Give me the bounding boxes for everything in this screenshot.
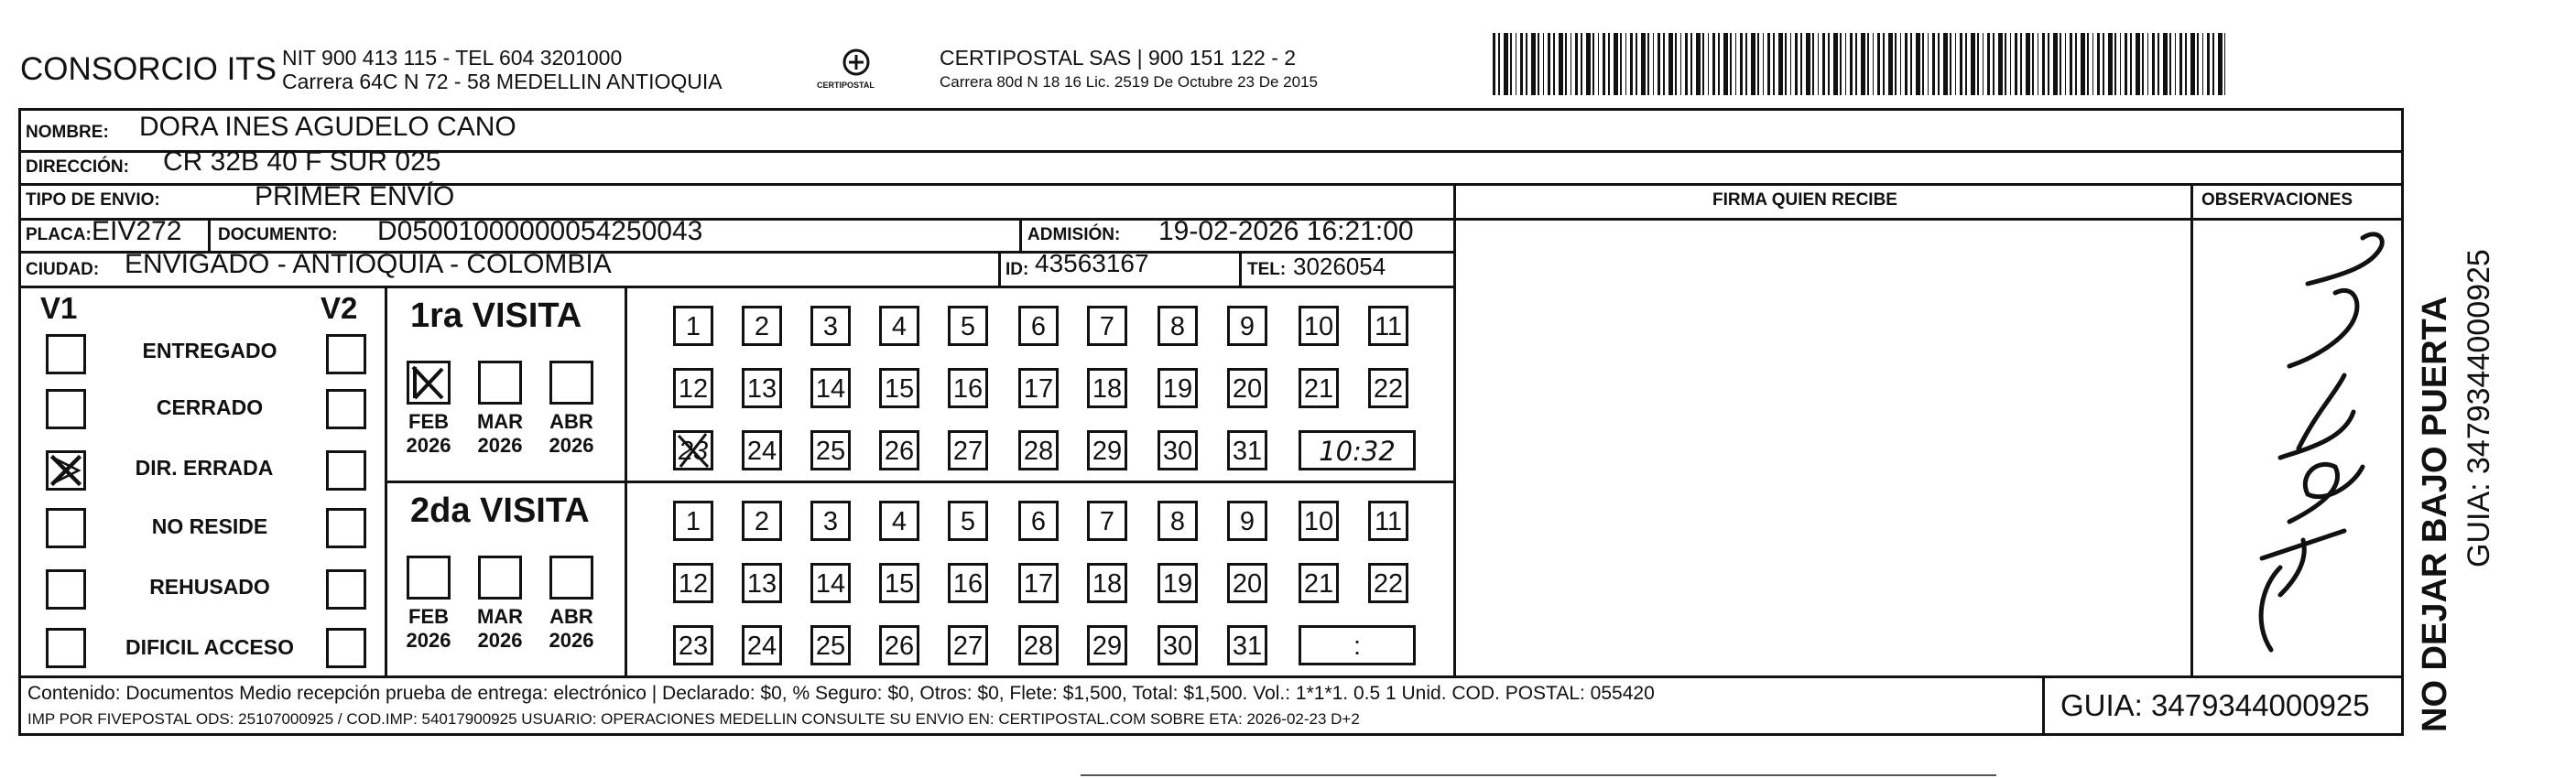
day-box[interactable]: 20 (1227, 563, 1267, 603)
v2-checkbox[interactable] (326, 334, 366, 374)
no-dejar-bajo-puerta: NO DEJAR BAJO PUERTA (2416, 296, 2454, 732)
day-box[interactable]: 26 (879, 625, 919, 665)
day-box[interactable]: 19 (1158, 563, 1198, 603)
id-value: 43563167 (1035, 249, 1149, 277)
direccion-label: DIRECCIÓN: (26, 157, 129, 177)
status-label: DIFICIL ACCESO (125, 635, 294, 659)
status-label: CERRADO (156, 395, 264, 419)
time-field[interactable]: 10:32 (1299, 430, 1416, 470)
company-name: CONSORCIO ITS (20, 51, 277, 87)
day-box[interactable]: 24 (742, 625, 782, 665)
day-box[interactable]: 16 (948, 368, 988, 408)
month-label: ABR 2026 (549, 410, 594, 457)
v2-checkbox[interactable] (326, 389, 366, 429)
day-box[interactable]: 4 (879, 501, 919, 541)
month-checkbox[interactable] (407, 361, 451, 405)
v2-checkbox[interactable] (326, 628, 366, 668)
day-box[interactable]: 22 (1368, 368, 1408, 408)
company-address: Carrera 64C N 72 - 58 MEDELLIN ANTIOQUIA (282, 70, 723, 93)
month-checkbox[interactable] (549, 556, 593, 600)
contenido-text: Contenido: Documentos Medio recepción prueba de entrega: electrónico | Declarado: $0, % Seguro: $0, Otros: $0, Flete: $1,500, Total: $1,500. Vol.: 1*1*1. 0.5 1 Unid. COD. POSTAL: 055420 (27, 683, 1655, 704)
day-box[interactable]: 9 (1227, 501, 1267, 541)
visit-title: 2da VISITA (410, 492, 590, 530)
v1-label: V1 (40, 291, 78, 325)
status-label: ENTREGADO (142, 339, 277, 362)
logo-text: CERTIPOSTAL (817, 81, 875, 90)
day-box[interactable]: 1 (673, 501, 713, 541)
v1-checkbox[interactable] (46, 569, 86, 610)
day-box[interactable]: 12 (673, 563, 713, 603)
day-box[interactable]: 10 (1299, 501, 1339, 541)
status-label: NO RESIDE (151, 514, 268, 538)
day-box[interactable]: 18 (1087, 563, 1127, 603)
nombre-value: DORA INES AGUDELO CANO (139, 112, 516, 142)
day-box[interactable]: 11 (1368, 306, 1408, 346)
month-label: FEB 2026 (406, 605, 451, 652)
day-box[interactable]: 6 (1018, 306, 1059, 346)
ciudad-value: ENVIGADO - ANTIOQUIA - COLOMBIA (125, 249, 612, 279)
day-box[interactable]: 5 (948, 306, 988, 346)
tel-label: TEL: (1247, 260, 1287, 279)
status-label: REHUSADO (149, 575, 270, 599)
day-box[interactable]: 3 (810, 306, 851, 346)
day-box[interactable]: 13 (742, 563, 782, 603)
firma-label: FIRMA QUIEN RECIBE (1712, 190, 1897, 210)
day-box[interactable]: 23 (673, 430, 713, 470)
day-box[interactable]: 24 (742, 430, 782, 470)
visit-title: 1ra VISITA (410, 297, 582, 335)
day-box[interactable]: 30 (1158, 625, 1198, 665)
month-checkbox[interactable] (478, 361, 522, 405)
time-field[interactable]: : (1299, 625, 1416, 665)
month-label: MAR 2026 (476, 410, 524, 457)
nombre-label: NOMBRE: (26, 123, 109, 142)
footer-guia: GUIA: 3479344000925 (2060, 688, 2370, 722)
month-label: FEB 2026 (406, 410, 451, 457)
v2-checkbox[interactable] (326, 508, 366, 548)
month-checkbox[interactable] (407, 556, 451, 600)
day-box[interactable]: 3 (810, 501, 851, 541)
day-box[interactable]: 25 (810, 625, 851, 665)
day-box[interactable]: 29 (1087, 430, 1127, 470)
day-box[interactable]: 31 (1227, 625, 1267, 665)
day-box[interactable]: 16 (948, 563, 988, 603)
day-box[interactable]: 17 (1018, 368, 1059, 408)
day-box[interactable]: 7 (1087, 306, 1127, 346)
month-label: ABR 2026 (549, 605, 594, 652)
day-box[interactable]: 15 (879, 563, 919, 603)
day-box[interactable]: 5 (948, 501, 988, 541)
handwritten-signature (2216, 229, 2399, 659)
documento-value: D05001000000054250043 (377, 216, 703, 246)
day-box[interactable]: 10 (1299, 306, 1339, 346)
side-guia: GUIA: 3479344000925 (2462, 249, 2496, 567)
license-line: Carrera 80d N 18 16 Lic. 2519 De Octubre 23 De 2015 (940, 73, 1318, 91)
v1-checkbox[interactable] (46, 628, 86, 668)
admision-label: ADMISIÓN: (1027, 225, 1121, 244)
day-box[interactable]: 28 (1018, 625, 1059, 665)
day-box[interactable]: 27 (948, 625, 988, 665)
v1-checkbox[interactable] (46, 334, 86, 374)
tel-value: 3026054 (1293, 253, 1386, 280)
observaciones-label: OBSERVACIONES (2201, 190, 2353, 210)
day-box[interactable]: 20 (1227, 368, 1267, 408)
day-box[interactable]: 8 (1158, 501, 1198, 541)
day-box[interactable]: 6 (1018, 501, 1059, 541)
company-nit: NIT 900 413 115 - TEL 604 3201000 (282, 46, 623, 70)
day-mark-icon (673, 430, 713, 470)
day-box[interactable]: 14 (810, 368, 851, 408)
day-box[interactable]: 13 (742, 368, 782, 408)
placa-label: PLACA: (26, 225, 92, 244)
tipo-envio-label: TIPO DE ENVIO: (26, 190, 160, 210)
day-box[interactable]: 28 (1018, 430, 1059, 470)
day-box[interactable]: 8 (1158, 306, 1198, 346)
day-box[interactable]: 15 (879, 368, 919, 408)
day-box[interactable]: 30 (1158, 430, 1198, 470)
month-checkbox[interactable] (478, 556, 522, 600)
status-label: DIR. ERRADA (135, 456, 274, 480)
certipostal-line: CERTIPOSTAL SAS | 900 151 122 - 2 (940, 46, 1297, 70)
day-box[interactable]: 17 (1018, 563, 1059, 603)
day-box[interactable]: 12 (673, 368, 713, 408)
v2-checkbox[interactable] (326, 450, 366, 491)
day-box[interactable]: 19 (1158, 368, 1198, 408)
day-box[interactable]: 2 (742, 306, 782, 346)
day-box[interactable]: 26 (879, 430, 919, 470)
day-box[interactable]: 1 (673, 306, 713, 346)
day-box[interactable]: 2 (742, 501, 782, 541)
day-box[interactable]: 14 (810, 563, 851, 603)
day-box[interactable]: 11 (1368, 501, 1408, 541)
day-box[interactable]: 23 (673, 625, 713, 665)
placa-value: EIV272 (92, 216, 182, 246)
v2-checkbox[interactable] (326, 569, 366, 610)
documento-label: DOCUMENTO: (218, 225, 338, 244)
day-box[interactable]: 21 (1299, 368, 1339, 408)
day-box[interactable]: 7 (1087, 501, 1127, 541)
day-box[interactable]: 22 (1368, 563, 1408, 603)
v1-checkbox[interactable] (46, 389, 86, 429)
day-box[interactable]: 21 (1299, 563, 1339, 603)
v1-checkbox[interactable] (46, 508, 86, 548)
v2-label: V2 (321, 291, 358, 325)
day-box[interactable]: 31 (1227, 430, 1267, 470)
barcode (1493, 33, 2225, 95)
month-label: MAR 2026 (476, 605, 524, 652)
day-box[interactable]: 27 (948, 430, 988, 470)
admision-value: 19-02-2026 16:21:00 (1158, 216, 1414, 246)
id-label: ID: (1005, 260, 1029, 279)
day-box[interactable]: 4 (879, 306, 919, 346)
month-checkbox[interactable] (549, 361, 593, 405)
day-box[interactable]: 25 (810, 430, 851, 470)
ciudad-label: CIUDAD: (26, 260, 100, 279)
imp-text: IMP POR FIVEPOSTAL ODS: 25107000925 / COD.IMP: 54017900925 USUARIO: OPERACIONES MEDELLIN CONSULTE SU ENVIO EN: CERTIPOSTAL.COM SOBRE ETA: 2026-02-23 D+2 (27, 710, 1360, 728)
day-box[interactable]: 18 (1087, 368, 1127, 408)
v1-checkbox[interactable] (46, 450, 86, 491)
day-box[interactable]: 9 (1227, 306, 1267, 346)
day-box[interactable]: 29 (1087, 625, 1127, 665)
tipo-envio-value: PRIMER ENVÍO (255, 181, 455, 211)
direccion-value: CR 32B 40 F SUR 025 (163, 146, 441, 177)
